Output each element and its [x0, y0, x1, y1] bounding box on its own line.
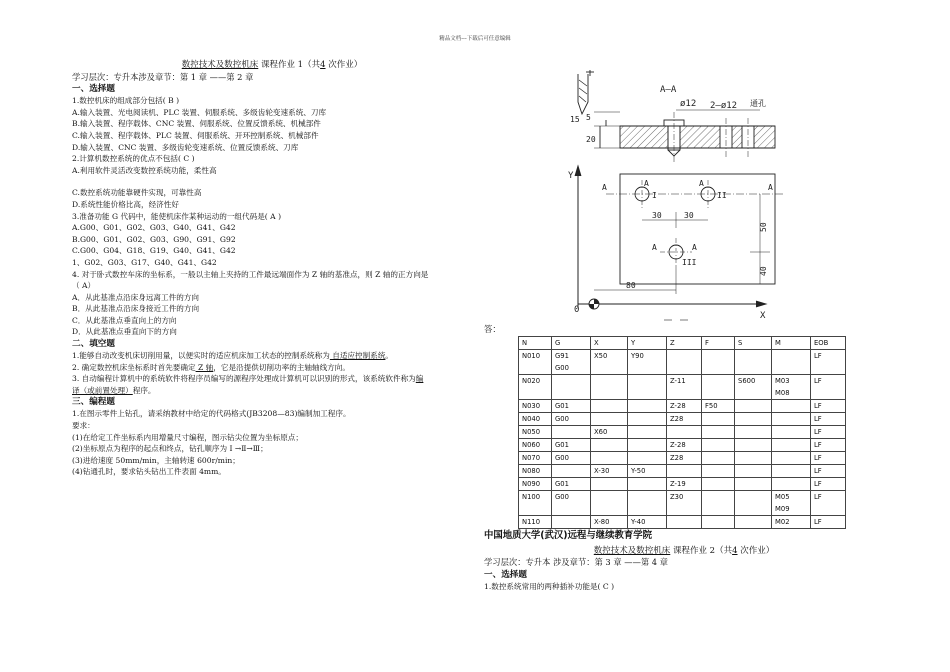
hw2-title-num: 4 [732, 545, 738, 556]
table-cell: G00 [552, 491, 591, 516]
drill-bit-icon [578, 70, 594, 114]
table-header-cell: Z [667, 337, 702, 350]
hw1-question-line-b-11: C．从此基准点垂直向上的方向 [72, 315, 177, 325]
hw1-programming-line-2: (1)在给定工件坐标系内用增量尺寸编程，图示钻尖位置为坐标原点； [72, 432, 303, 442]
hole-2-label: II [717, 191, 727, 200]
hw1-fill-3-cont: 译（或前置处理）程序。 [72, 385, 156, 395]
table-cell: N010 [519, 350, 552, 375]
hw1-question-line-b-7: 4. 对于卧式数控车床的坐标系，一般以主轴上夹持的工件最远端面作为 Z 轴的基准点，则 Z 轴的正方向是 [72, 269, 429, 279]
table-cell: Y-40 [628, 516, 667, 529]
table-cell: N030 [519, 400, 552, 413]
table-cell: Y-50 [628, 465, 667, 478]
hw1-choice-block-1 [72, 95, 472, 176]
through-hole-note: 通孔 [750, 99, 766, 108]
cut-marker-a-right: A [768, 183, 773, 192]
table-cell [735, 478, 772, 491]
table-header-cell: F [702, 337, 735, 350]
hw1-fill-3: 3. 自动编程计算机中的系统软件将程序员编写的源程序处理成计算机可以识别的形式，该系统软件称为编 [72, 374, 424, 384]
table-cell: LF [811, 478, 846, 491]
table-cell: S600 [735, 375, 772, 400]
table-cell [628, 439, 667, 452]
table-cell [735, 491, 772, 516]
plan-outline [620, 174, 775, 284]
table-cell: N060 [519, 439, 552, 452]
table-cell [772, 452, 811, 465]
table-cell: F50 [702, 400, 735, 413]
hw2-title-mid: 课程作业 2（共 [670, 545, 733, 556]
section-label: A—A [660, 85, 677, 95]
hw2-course-name: 数控技术及数控机床 [593, 545, 671, 556]
table-header-cell: G [552, 337, 591, 350]
table-cell [702, 413, 735, 426]
hw1-title-num: 4 [320, 60, 326, 70]
table-cell: X-30 [591, 465, 628, 478]
hole-3-label: III [682, 258, 697, 267]
hw1-title-suffix: 次作业） [325, 60, 363, 70]
table-row [519, 413, 846, 426]
answer-label: 答： [484, 324, 501, 334]
table-cell [702, 439, 735, 452]
hw1-question-line-0: 1.数控机床的组成部分包括( B ) [72, 96, 180, 106]
hw2-section-choice: 一、选择题 [484, 569, 527, 580]
hw1-question-line-3: C.输入装置、程序载体、PLC 装置、伺服系统、开环控制系统、机械部件 [72, 130, 319, 140]
table-cell [628, 491, 667, 516]
table-cell [591, 491, 628, 516]
table-cell: LF [811, 400, 846, 413]
homework-2 [484, 530, 884, 592]
table-cell [591, 400, 628, 413]
table-cell: N070 [519, 452, 552, 465]
hole-1-label: I [652, 191, 657, 200]
table-row [519, 516, 846, 529]
hw1-question-line-b-10: B．从此基准点沿床身接近工件的方向 [72, 304, 200, 314]
hw1-programming-line-1: 要求： [72, 421, 95, 431]
table-cell [591, 452, 628, 465]
table-cell [772, 426, 811, 439]
table-cell: N040 [519, 413, 552, 426]
hw1-course-name: 数控技术及数控机床 [181, 60, 259, 70]
cut-marker-a-2: A [699, 179, 704, 188]
hw1-question-line-b-1: D.系统性能价格比高，经济性好 [72, 199, 179, 209]
hw1-choice-block-2 [72, 187, 472, 338]
hw2-title [484, 546, 884, 558]
table-cell: Z30 [667, 491, 702, 516]
hw1-question-line-b-9: A．从此基准点沿床身远离工件的方向 [72, 292, 199, 302]
hw1-section-fill: 二、填空题 [72, 339, 115, 350]
table-cell [667, 516, 702, 529]
table-cell [552, 516, 591, 529]
table-cell: N050 [519, 426, 552, 439]
table-cell [702, 350, 735, 375]
table-cell: G91 G00 [552, 350, 591, 375]
table-cell [628, 478, 667, 491]
table-cell: Y90 [628, 350, 667, 375]
table-cell [772, 478, 811, 491]
table-cell [702, 465, 735, 478]
table-cell [628, 452, 667, 465]
table-cell [628, 375, 667, 400]
hw1-section-choice: 一、选择题 [72, 84, 115, 95]
table-cell: LF [811, 439, 846, 452]
table-cell [772, 350, 811, 375]
table-cell: M03 M08 [772, 375, 811, 400]
hw2-question-1: 1.数控系统常用的两种插补功能是( C ) [484, 581, 615, 591]
table-cell [628, 413, 667, 426]
table-cell: Z28 [667, 452, 702, 465]
table-row [519, 465, 846, 478]
table-cell: N090 [519, 478, 552, 491]
axis-y-label: Y [568, 171, 574, 181]
table-cell [772, 400, 811, 413]
table-cell [667, 350, 702, 375]
table-cell: N020 [519, 375, 552, 400]
hw1-question-line-b-4: B.G00、G01、G02、G03、G90、G91、G92 [72, 234, 236, 244]
table-cell [735, 400, 772, 413]
table-row [519, 350, 846, 375]
table-cell [735, 426, 772, 439]
hw1-question-line-b-0: C.数控系统功能靠硬件实现，可靠性高 [72, 188, 202, 198]
table-cell: Z-19 [667, 478, 702, 491]
table-cell [702, 516, 735, 529]
cut-marker-a-4: A [692, 243, 697, 252]
table-header-cell: X [591, 337, 628, 350]
table-row [519, 491, 846, 516]
axis-x-label: X [760, 311, 766, 321]
table-cell: LF [811, 426, 846, 439]
dim-80: 80 [626, 281, 636, 290]
table-cell [735, 413, 772, 426]
table-cell: Z-28 [667, 400, 702, 413]
hw1-fill-1: 1.能够自动改变机床切削用量，以便实时的适应机床加工状态的控制系统称为 自适应控制系统。 [72, 351, 394, 361]
table-cell: N110 [519, 516, 552, 529]
program-table-header [519, 337, 846, 350]
table-cell: M05 M09 [772, 491, 811, 516]
table-cell [591, 413, 628, 426]
hw1-question-line-b-6: 1、G02、G03、G17、G40、G41、G42 [72, 257, 217, 267]
table-cell [591, 375, 628, 400]
table-cell [702, 478, 735, 491]
hw1-programming-block [72, 408, 472, 478]
table-cell [591, 439, 628, 452]
hw1-question-line-5: 2.计算机数控系统的优点不包括( C ) [72, 154, 195, 164]
table-cell [552, 426, 591, 439]
table-cell [591, 478, 628, 491]
table-cell [772, 439, 811, 452]
table-cell [702, 375, 735, 400]
hw1-question-line-b-5: C.G00、G04、G18、G19、G40、G41、G42 [72, 246, 236, 256]
table-cell [772, 413, 811, 426]
dim-dia12: ø12 [680, 99, 697, 109]
hw1-section-programming: 三、编程题 [72, 397, 115, 408]
table-cell: LF [811, 413, 846, 426]
table-cell: Z-28 [667, 439, 702, 452]
hw1-question-line-b-8: （ A） [72, 281, 96, 291]
table-cell: LF [811, 465, 846, 478]
dim-50: 50 [759, 222, 768, 232]
table-cell: G00 [552, 452, 591, 465]
dim-20: 20 [586, 135, 596, 144]
table-cell: X50 [591, 350, 628, 375]
hw1-programming-line-4: (3)进给速度 50mm/min，主轴转速 600r/min； [72, 455, 240, 465]
table-header-cell: EOB [811, 337, 846, 350]
table-cell [735, 516, 772, 529]
hw1-question-line-b-2: 3.准备功能 G 代码中，能使机床作某种运动的一组代码是( A ) [72, 211, 282, 221]
table-cell: G01 [552, 400, 591, 413]
table-header-cell: Y [628, 337, 667, 350]
table-cell [552, 375, 591, 400]
table-header-cell: M [772, 337, 811, 350]
page-header: 精品文档---下载后可任意编辑 [439, 36, 511, 42]
homework-1 [72, 60, 472, 478]
dim-5: 5 [586, 113, 591, 122]
table-row [519, 452, 846, 465]
hw1-level-line: 学习层次：专升本涉及章节：第 1 章 ——第 2 章 [72, 71, 254, 82]
table-cell [702, 426, 735, 439]
table-cell: LF [811, 452, 846, 465]
dim-15: 15 [570, 115, 580, 124]
table-cell [702, 491, 735, 516]
hw1-question-line-1: A.输入装置、光电阅读机、PLC 装置、伺服系统、多级齿轮变速系统、刀库 [72, 107, 327, 117]
table-cell [702, 452, 735, 465]
dim-holes-note: 2—ø12 [710, 101, 738, 111]
hw1-programming-line-5: (4)钻通孔时，要求钻头钻出工件表面 4mm。 [72, 467, 226, 477]
table-cell: G01 [552, 478, 591, 491]
hw1-title-mid: 课程作业 1（共 [258, 60, 321, 70]
origin-label: 0 [574, 305, 580, 315]
table-cell: X-80 [591, 516, 628, 529]
table-cell [772, 465, 811, 478]
table-cell [735, 452, 772, 465]
table-cell [552, 465, 591, 478]
table-header-cell: N [519, 337, 552, 350]
table-row [519, 439, 846, 452]
table-cell: G01 [552, 439, 591, 452]
table-cell [667, 465, 702, 478]
cut-marker-a-left: A [602, 183, 607, 192]
hw1-question-line-4: D.输入装置、CNC 装置、多级齿轮变速系统、位置反馈系统、刀库 [72, 142, 299, 152]
table-row [519, 400, 846, 413]
hw1-fill-2: 2. 确定数控机床坐标系时首先要确定 Z 轴，它是沿提供切削功率的主轴轴线方向。 [72, 362, 350, 372]
cut-marker-a-3: A [652, 243, 657, 252]
table-cell: X60 [591, 426, 628, 439]
table-cell: Z28 [667, 413, 702, 426]
table-cell [735, 439, 772, 452]
hw1-question-line-b-12: D．从此基准点垂直向下的方向 [72, 327, 177, 337]
hw1-question-line-b-3: A.G00、G01、G02、G03、G40、G41、G42 [72, 223, 236, 233]
table-cell [735, 350, 772, 375]
table-cell: LF [811, 516, 846, 529]
part-drawing [560, 62, 790, 324]
table-cell: Z-11 [667, 375, 702, 400]
dim-30-left: 30 [652, 211, 662, 220]
table-cell: M02 [772, 516, 811, 529]
dim-30-right: 30 [684, 211, 694, 220]
cut-marker-a-1: A [644, 179, 649, 188]
hw2-title-suffix: 次作业） [737, 545, 775, 556]
table-row [519, 478, 846, 491]
table-header-cell: S [735, 337, 772, 350]
hw1-programming-line-0: 1.在图示零件上钻孔，请采纳教材中给定的代码格式(JB3208—83)编制加工程序。 [72, 409, 351, 419]
school-name: 中国地质大学(武汉)远程与继续教育学院 [484, 530, 652, 541]
table-row [519, 426, 846, 439]
hw1-question-line-2: B.输入装置、程序载体、CNC 装置、伺服系统、位置反馈系统、机械部件 [72, 119, 321, 129]
program-table [518, 336, 846, 529]
table-cell [735, 465, 772, 478]
table-cell: LF [811, 350, 846, 375]
table-cell: N100 [519, 491, 552, 516]
table-cell: N080 [519, 465, 552, 478]
hw1-question-line-6: A.利用软件灵活改变数控系统功能，柔性高 [72, 165, 217, 175]
hw1-programming-line-3: (2)坐标原点为程序的起点和终点，钻孔顺序为 I →Ⅱ→Ⅲ； [72, 444, 268, 454]
table-cell: LF [811, 375, 846, 400]
table-cell: LF [811, 491, 846, 516]
table-cell: G00 [552, 413, 591, 426]
table-cell [667, 426, 702, 439]
table-row [519, 375, 846, 400]
hw2-level-line: 学习层次：专升本 涉及章节：第 3 章 ——第 4 章 [484, 557, 669, 568]
table-cell [628, 426, 667, 439]
dim-40: 40 [759, 266, 768, 276]
hw1-title [72, 60, 472, 72]
table-cell [628, 400, 667, 413]
